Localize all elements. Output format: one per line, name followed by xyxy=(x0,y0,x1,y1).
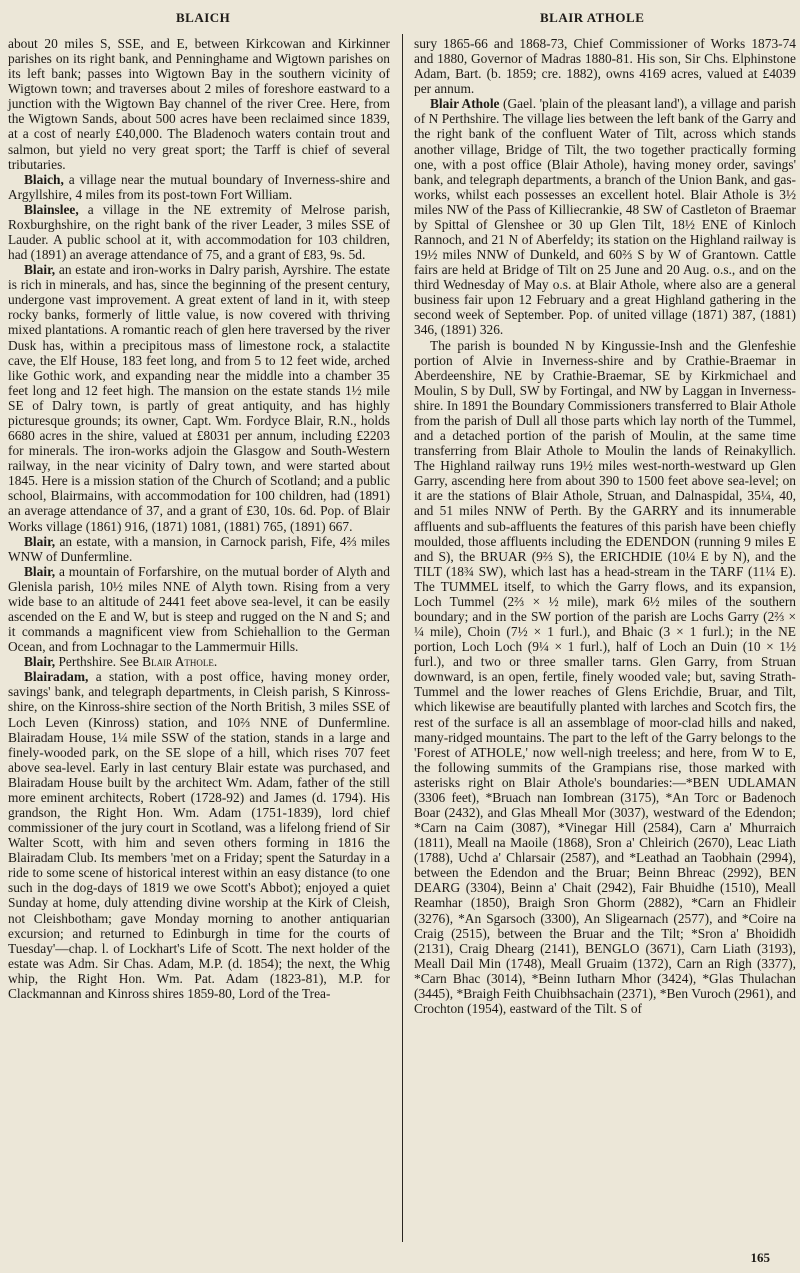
entry: Blainslee, a village in the NE extremity of Melrose parish, Roxburghshire, on the right bank of the river Leader, 3 miles SSE of Lauder. A public school at it, with accommodation for 103 children, had (1891) an average attendance of 75, and a grant of £83, 9s. 5d. xyxy=(8,201,390,263)
headword: Blair, xyxy=(24,262,56,278)
entry: Blair, a mountain of Forfarshire, on the mutual border of Alyth and Glenisla parish, 10½ miles NNE of Alyth town. Rising from a very wide base to an altitude of 2441 feet above sea-level, it can be easily ascended on the E and W, but is steep and rugged on the N and S; and it commands a magnificent view from Schiehallion to the German Ocean, and from Lochnagar to the Lammermuir Hills. xyxy=(8,563,390,655)
headword: Blair Athole xyxy=(430,96,500,112)
headword: Blair, xyxy=(24,563,56,579)
cross-reference: Blair Athole xyxy=(142,654,214,670)
headword: Blairadam, xyxy=(24,669,89,685)
paragraph: The parish is bounded N by Kingussie-Insh and the Glenfeshie portion of Alvie in Inverness-shire and by Crathie-Braemar in Aberdeenshire, NE by Crathie-Braemar, SE by Kirkmichael and Moulin, S by Dull, SW by Fortingal, and NW by Laggan in Inverness-shire. In 1891 the Boundary Commissioners transferred to Blair Athole from the parish of Dull all those parts which lay north of the Tummel, and a detached portion of the parish of Moulin, at the same time transferring from Blair Athole to Moulin the lands of Reinakyllich. The Highland railway runs 19½ miles west-north-westward up Glen Garry, ascending here from about 390 to 1500 feet above sea-level; on it are the stations of Blair Athole, Struan, and Dalnaspidal, 35¼, 40, and 51 miles NNW of Perth. By the GARRY and its innumerable affluents and sub-affluents the features of this parish have been chiefly moulded, those affluents including the EDENDON (running 9 miles E and S), the BRUAR (9⅔ S), the ERICHDIE (10¼ E by N), and the TILT (18¾ SW), which last has a head-stream in the TARF (11¼ E). The TUMMEL itself, to which the Garry flows, and its expansion, Loch Tummel (2⅔ × ½ mile), mark 6½ miles of the southern boundary; and in the SW portion of the parish are Lochs Garry (2⅔ × ¼ mile), Choin (7½ × 1 furl.), and Bhaic (3 × 1 furl.); in the NE portion, Loch Loch (9¼ × 1 furl.), half of Loch an Duin (10 × 1½ furl.), and two or three smaller tarns. Glen Garry, from Struan downward, is an open, fertile, finely wooded vale; but, saving Strath-Tummel and the lower reaches of Glens Erichdie, Bruar, and Tilt, which likewise are beautifully planted with larches and Scotch firs, the rest of the surface is all an assemblage of moor-clad hills and naked, many-ridged mountains. The part to the left of the Garry belongs to the 'Forest of ATHOLE,' now well-nigh treeless; and here, from W to E, the following summits of the Grampians rise, those marked with asterisks right on Blair Athole's boundaries:—*BEN UDLAMAN (3306 feet), *Bruach nan Iombrean (3175), *An Torc or Badenoch Boar (2432), and Glas Mheall Mor (3037), westward of the Edendon; *Carn na Caim (3087), *Vinegar Hill (2584), Carn a' Mhurraich (1811), Meall na Maoile (1868), Sron a' Chleirich (2670), Leac Liath (1788), Uchd a' Chlarsair (2587), and *Leathad an Taobhain (2994), between the Edendon and the Bruar; Beinn Bhreac (2992), BEN DEARG (3304), Beinn a' Chait (2942), Fair Bhuidhe (1510), Meall Reamhar (1850), Braigh Sron Ghorm (2882), *Carn an Fhidleir (3276), *An Sgarsoch (3300), An Sligearnach (2577), and *Coire na Craig (2515), between the Bruar and the Tilt; *Sron a' Bhoididh (2131), Craig Dhearg (2141), BENGLO (3671), Carn Liath (3193), Meall Dail Min (1748), Meall Gruaim (1372), Carn an Righ (3377), *Carn Bhac (3014), *Beinn Iutharn Mhor (3424), *Glas Thulachan (3445), *Braigh Feith Chuibhsachain (2371), *Ben Vuroch (2961), and Crochton (1954), eastward of the Tilt. S of xyxy=(414,337,796,1016)
entry: Blairadam, a station, with a post office, having money order, savings' bank, and telegraph departments, in Cleish parish, S Kinross-shire, on the Kinross-shire section of the North British, 3 miles SSE of Loch Leven (Kinross) station, and 10⅔ NNE of Dunfermline. Blairadam House, 1¼ mile SSW of the station, stands in a large and finely-wooded park, on the SE slope of a hill, which rises 707 feet above sea-level. Early in last century Blair estate was purchased, and Blairadam House built by the architect Wm. Adam, father of the still more eminent architects, Robert (1728-92) and James (d. 1794). His grandson, the Right Hon. Wm. Adam (1751-1839), lord chief commissioner of the jury court in Scotland, was a lifelong friend of Sir Walter Scott, with him and seven others forming in 1816 the Blairadam Club. Its members 'met on a Friday; spent the Saturday in a ride to some scene of historical interest within an easy distance (to one such in the dog-days of 1819 we owe Scott's Abbot); enjoyed a quiet Sunday at home, duly attending divine worship at the Kirk of Cleish, not Cleishbotham; gave Monday morning to another antiquarian excursion; and returned to Edinburgh in time for the courts of Tuesday'—chap. l. of Lockhart's Life of Scott. The next holder of the estate was Adm. Sir Chas. Adam, M.P. (d. 1854); the next, the Whig whip, the Right Hon. Wm. Pat. Adam (1823-81), M.P. for Clackmannan and Kinross shires 1859-80, Lord of the Trea- xyxy=(8,669,390,1001)
entry: Blair, Perthshire. See Blair Athole. xyxy=(24,654,218,670)
headword: Blair, xyxy=(24,533,56,549)
headword: Blainslee, xyxy=(24,201,79,217)
column-divider xyxy=(402,34,403,1242)
entry: Blaich, a village near the mutual boundary of Inverness-shire and Argyllshire, 4 miles from its post-town Fort William. xyxy=(8,171,390,202)
left-column xyxy=(8,36,390,1001)
entry: Blair, an estate, with a mansion, in Carnock parish, Fife, 4⅔ miles WNW of Dunfermline. xyxy=(8,533,390,564)
page-number: 165 xyxy=(750,1250,770,1265)
entry: Blair, an estate and iron-works in Dalry parish, Ayrshire. The estate is rich in minerals, and has, since the beginning of the present century, undergone vast improvement. A great extent of land in it, with steep rocky banks, formerly of little value, is now covered with thriving mixed plantations. A romantic reach of glen here traversed by the river Dusk has, within a precipitous mass of limestone rock, a stalactite cave, the Elf House, 183 feet long, and from 5 to 12 feet wide, arched like Gothic work, and expanding near the middle into a chamber 35 feet long and 12 feet high. The mansion on the estate stands 1½ mile SE of Dalry town, is partly of great antiquity, and has highly picturesque grounds; its owner, Capt. Wm. Fordyce Blair, R.N., holds 6680 acres in the shire, valued at £8031 per annum, including £2203 for minerals. The iron-works adjoin the Glasgow and South-Western railway, in the near vicinity of Dalry town, and were started about 1845. Here is a mission station of the Church of Scotland; and a public school, Blairmains, with accommodation for 100 children, had (1891) an average attendance of 37, and a grant of £30, 10s. 6d. Pop. of Blair Works village (1861) 916, (1871) 1081, (1881) 765, (1891) 667. xyxy=(8,262,390,534)
headword: Blair, xyxy=(24,654,56,670)
running-head-right: BLAIR ATHOLE xyxy=(540,10,645,25)
right-column xyxy=(414,36,796,1016)
headword: Blaich, xyxy=(24,171,64,187)
paragraph: sury 1865-66 and 1868-73, Chief Commissioner of Works 1873-74 and 1880, Governor of Madras 1880-81. His son, Sir Chs. Elphinstone Adam, Bart. (b. 1859; cre. 1882), owns 4169 acres, valued at £4039 per annum. xyxy=(414,36,796,97)
running-head-left: BLAICH xyxy=(176,10,231,25)
paragraph: about 20 miles S, SSE, and E, between Kirkcowan and Kirkinner parishes on its right bank, and Penninghame and Wigtown parishes on its left bank; passes into Wigtown Bay in the southern vicinity of Wigtown town; and traverses about 2 miles of foreshore eastward to a junction with the Wigtown Bay channel of the river Cree. Here, from the Wigtown Sands, about 500 acres have been reclaimed since 1839, at a cost of nearly £40,000. The Bladenoch waters contain trout and salmon, but yield no very great sport; the Tarff is chief of several tributaries. xyxy=(8,36,390,172)
entry: Blair Athole (Gael. 'plain of the pleasant land'), a village and parish of N Perthshire. The village lies between the left bank of the Garry and the right bank of the confluent Water of Tilt, across which stands another village, Bridge of Tilt, the two together practically forming one, with a post office (Blair Athole), having money order, savings' bank, and telegraph departments, a branch of the Union Bank, and gas-works, whilst each possesses an excellent hotel. Blair Athole is 3½ miles NW of the Pass of Killiecrankie, 48 SW of Castleton of Braemar by Spittal of Glenshee or 30 up Glen Tilt, 18½ ENE of Kinloch Rannoch, and 21 N of Aberfeldy; its station on the Highland railway is 19½ miles NNW of Dunkeld, and 60⅔ S by W of Grantown. Cattle fairs are held at Bridge of Tilt on 25 June and 20 Aug. o.s., and on the third Wednesday of May o.s. at Blair Athole, where also are a general business fair upon 12 February and a great Highland gathering in the second week of September. Pop. of united village (1871) 387, (1881) 346, (1891) 326. xyxy=(414,96,796,338)
